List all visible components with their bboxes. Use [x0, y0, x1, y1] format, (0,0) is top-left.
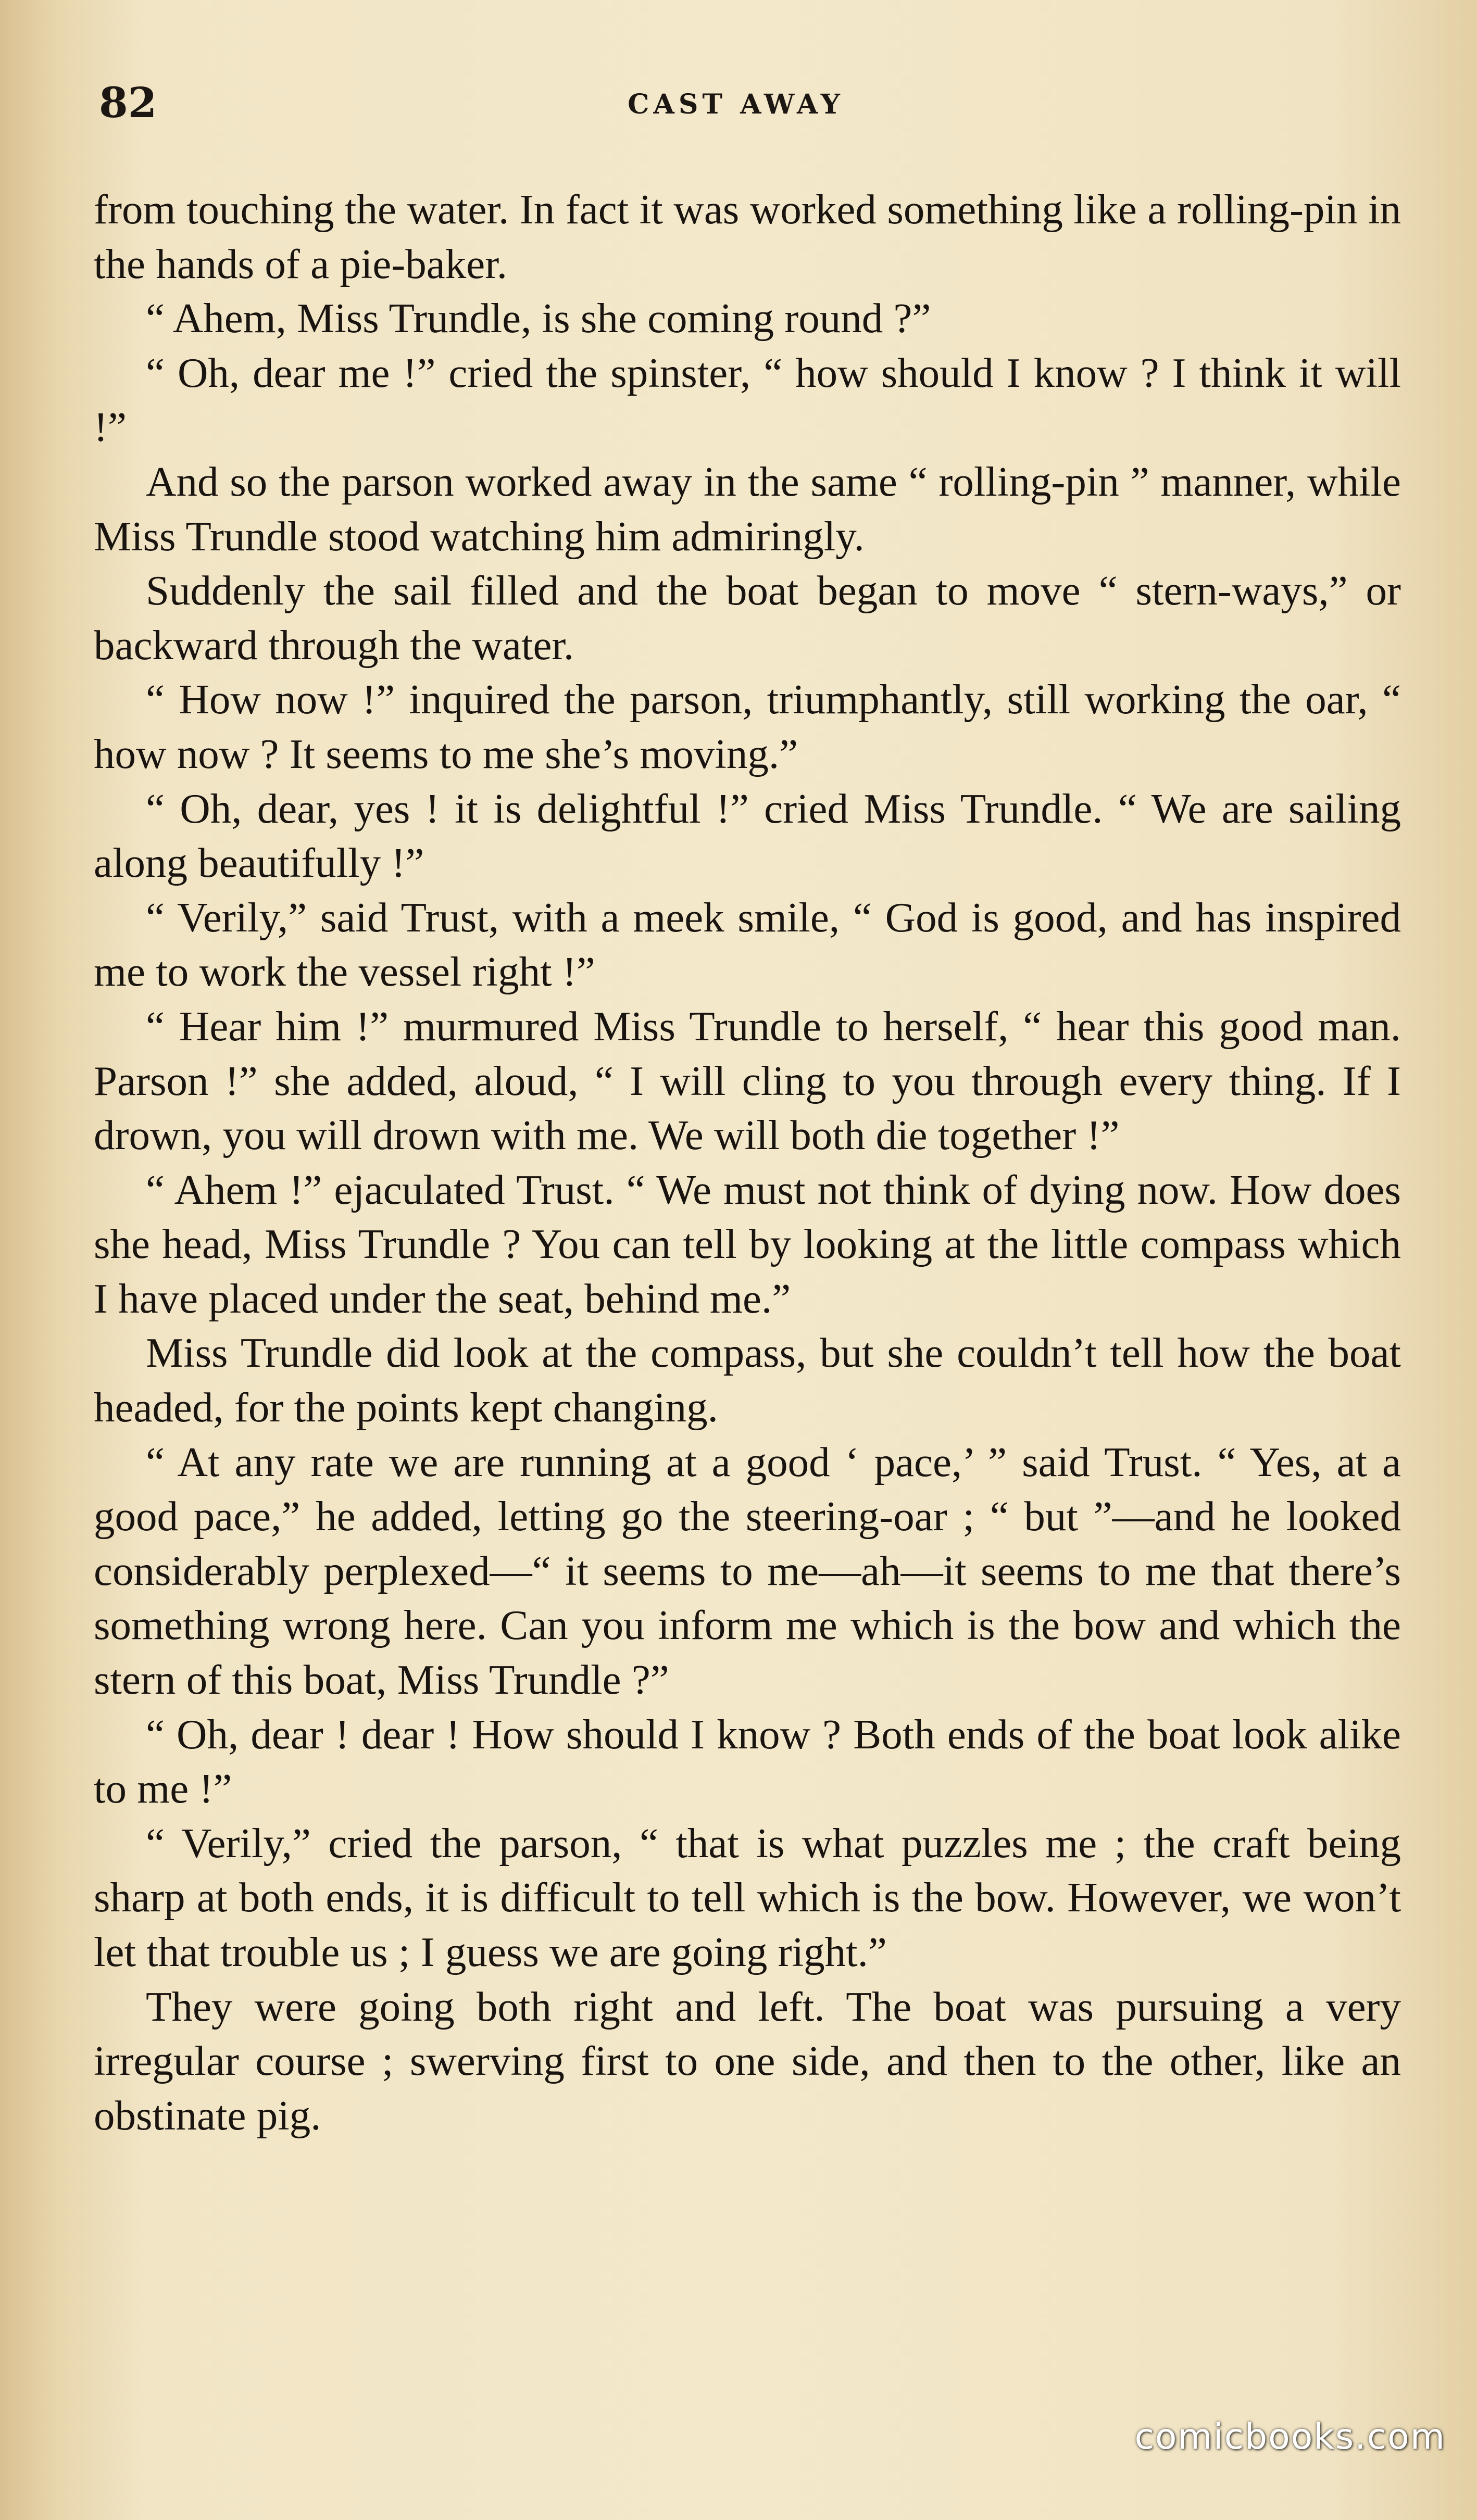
- body-text: [94, 182, 1401, 2143]
- paragraph: Suddenly the sail filled and the boat began to move “ stern-ways,” or backward through the water.: [94, 567, 1401, 669]
- paragraph: “ Oh, dear, yes ! it is delightful !” cried Miss Trundle. “ We are sailing along beautifully !”: [94, 785, 1401, 887]
- paragraph: “ Verily,” cried the parson, “ that is what puzzles me ; the craft being sharp at both ends, it is difficult to tell which is the bow. However, we won’t let that trouble us ; I guess we are going right.”: [94, 1819, 1401, 1975]
- paragraph: They were going both right and left. The boat was pursuing a very irregular course ; swerving first to one side, and then to the other, like an obstinate pig.: [94, 1983, 1401, 2139]
- paragraph: “ Oh, dear me !” cried the spinster, “ how should I know ? I think it will !”: [94, 349, 1401, 451]
- paragraph: “ How now !” inquired the parson, triumphantly, still working the oar, “ how now ? It seems to me she’s moving.”: [94, 676, 1401, 777]
- running-head: CAST AWAY: [628, 89, 844, 120]
- paragraph: “ At any rate we are running at a good ‘ pace,’ ” said Trust. “ Yes, at a good pace,” he added, letting go the steering-oar ; “ but ”—and he looked considerably perplexed—“ it seems to me—ah—it seems to me that there’s something wrong here. Can you inform me which is the bow and which the stern of this boat, Miss Trundle ?”: [94, 1438, 1401, 1704]
- page-number: 82: [99, 78, 157, 127]
- page-header: [99, 78, 1373, 135]
- paragraph: “ Hear him !” murmured Miss Trundle to herself, “ hear this good man. Parson !” she added, aloud, “ I will cling to you through every thing. If I drown, you will drown with me. We will both die together !”: [94, 1002, 1401, 1159]
- paragraph: from touching the water. In fact it was worked something like a rolling-pin in the hands of a pie-baker.: [94, 186, 1401, 287]
- paragraph: And so the parson worked away in the same “ rolling-pin ” manner, while Miss Trundle stood watching him admiringly.: [94, 458, 1401, 560]
- watermark: comicbooks.com: [1134, 2416, 1446, 2458]
- paragraph: “ Ahem, Miss Trundle, is she coming round ?”: [146, 295, 931, 342]
- paragraph: “ Oh, dear ! dear ! How should I know ? Both ends of the boat look alike to me !”: [94, 1710, 1401, 1812]
- paragraph: Miss Trundle did look at the compass, but she couldn’t tell how the boat headed, for the points kept changing.: [94, 1329, 1401, 1431]
- paragraph: “ Ahem !” ejaculated Trust. “ We must not think of dying now. How does she head, Miss Trundle ? You can tell by looking at the little compass which I have placed under the seat, behind me.”: [94, 1166, 1401, 1322]
- paragraph: “ Verily,” said Trust, with a meek smile, “ God is good, and has inspired me to work the vessel right !”: [94, 893, 1401, 996]
